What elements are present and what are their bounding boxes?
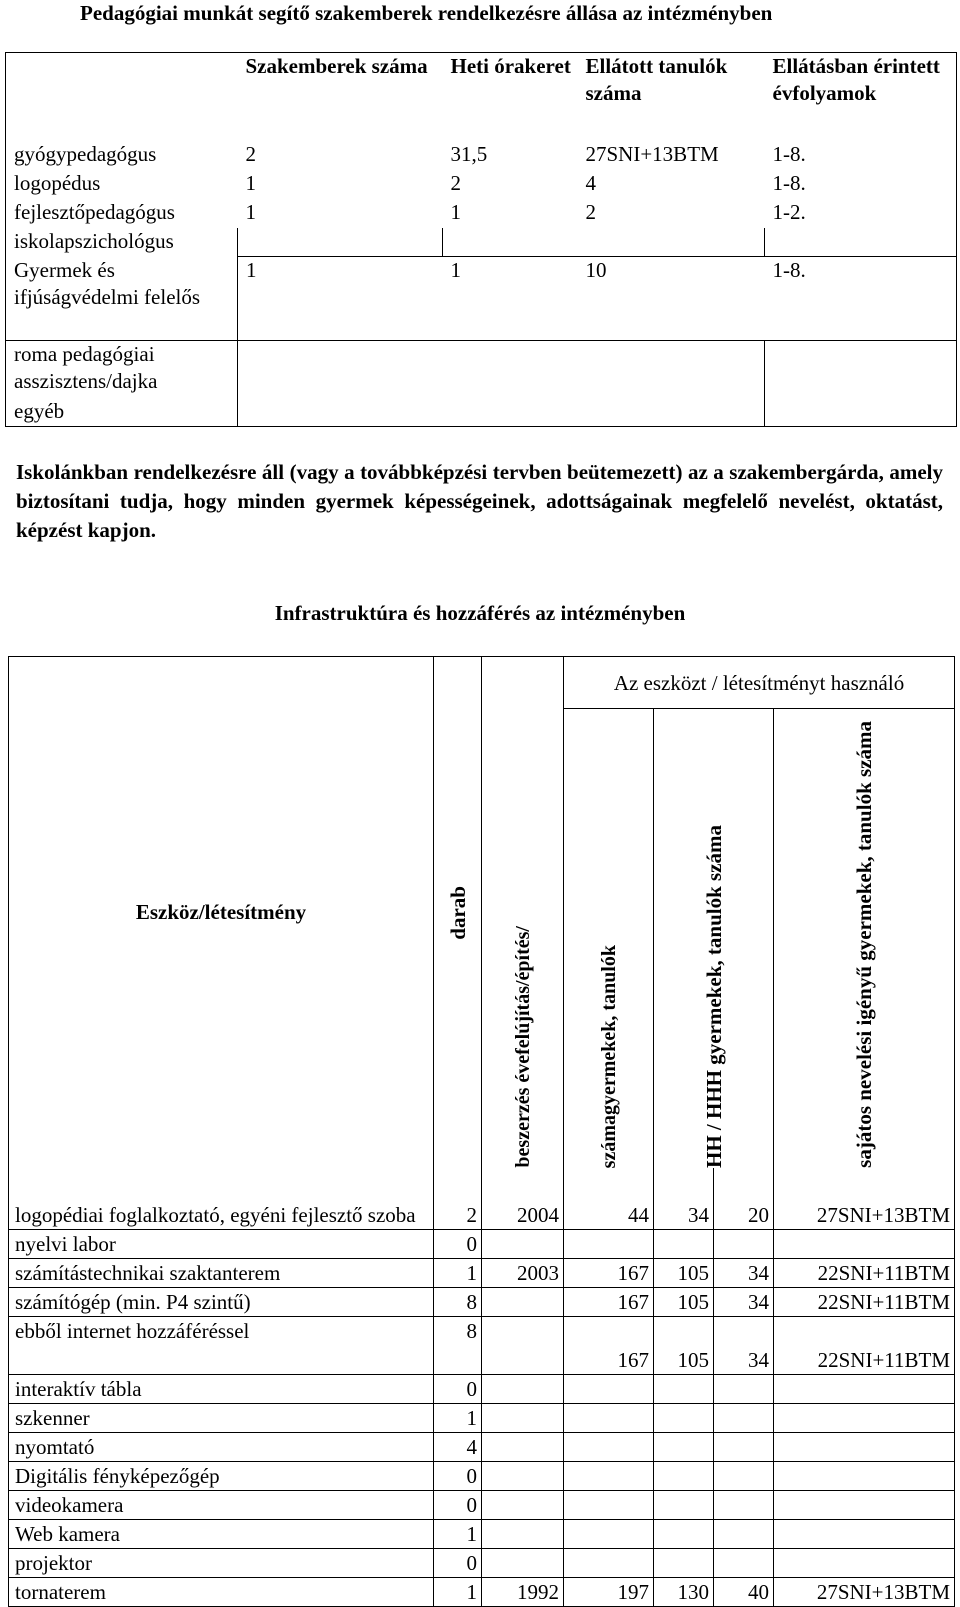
item-note: 27SNI+13BTM <box>774 1578 955 1607</box>
staff-title: Pedagógiai munkát segítő szakemberek rendelkezésre állása az intézményben <box>80 1 773 25</box>
header-count: darab <box>434 657 482 1168</box>
item-hh <box>654 1404 714 1433</box>
item-hh <box>654 1549 714 1578</box>
role: Gyermek és ifjúságvédelmi felelős <box>6 257 238 341</box>
item-name: számítógép (min. P4 szintű) <box>9 1288 434 1317</box>
table-row <box>9 1549 955 1578</box>
item-year <box>482 1520 564 1549</box>
item-students <box>564 1462 654 1491</box>
item-special <box>714 1230 774 1259</box>
item-count: 4 <box>434 1433 482 1462</box>
item-count: 1 <box>434 1578 482 1607</box>
item-count: 1 <box>434 1404 482 1433</box>
header-students: Ellátott tanulók száma <box>578 53 765 141</box>
grades: 1-8. <box>765 141 957 170</box>
item-students: 167 <box>564 1288 654 1317</box>
table-row <box>9 1520 955 1549</box>
item-students <box>564 1491 654 1520</box>
hours: 1 <box>450 199 461 224</box>
item-year: 1992 <box>482 1578 564 1607</box>
item-count: 0 <box>434 1375 482 1404</box>
item-note <box>774 1433 955 1462</box>
count: 1 <box>245 170 256 195</box>
staff-table <box>5 52 957 427</box>
item-year <box>482 1375 564 1404</box>
item-count: 0 <box>434 1549 482 1578</box>
item-year: 2003 <box>482 1259 564 1288</box>
hours: 31,5 <box>450 141 488 166</box>
students <box>578 228 765 257</box>
item-hh: 105 <box>654 1317 714 1375</box>
staff-row <box>6 141 957 170</box>
staff-row <box>6 398 957 427</box>
staff-row <box>6 341 957 398</box>
count: 2 <box>245 141 256 166</box>
students: 2 <box>585 199 596 224</box>
item-count: 8 <box>434 1317 482 1375</box>
staff-header-row <box>6 53 957 141</box>
header-count: Szakemberek száma <box>238 53 443 141</box>
grades <box>765 228 957 257</box>
item-count: 1 <box>434 1520 482 1549</box>
staff-paragraph: Iskolánkban rendelkezésre áll (vagy a továbbképzési tervben beütemezett) az a szakembergárda, amely biztosítani tudja, hogy minden gyermek képességeinek, adottságainak megfelelő nevelést, oktatást, képzést kapjon. <box>16 460 943 542</box>
item-special <box>714 1520 774 1549</box>
infra-title: Infrastruktúra és hozzáférés az intézményben <box>274 601 686 625</box>
item-name: ebből internet hozzáféréssel <box>9 1317 434 1375</box>
item-note <box>774 1375 955 1404</box>
item-count: 1 <box>434 1259 482 1288</box>
table-row <box>9 1491 955 1520</box>
table-row <box>9 1317 955 1375</box>
infra-header-row <box>9 657 955 709</box>
item-name: nyomtató <box>9 1433 434 1462</box>
item-students: 167 <box>564 1317 654 1375</box>
item-year <box>482 1288 564 1317</box>
item-special <box>714 1491 774 1520</box>
item-students: 44 <box>564 1168 654 1230</box>
count: 1 <box>245 199 256 224</box>
item-count: 0 <box>434 1230 482 1259</box>
item-count: 2 <box>434 1168 482 1230</box>
staff-row <box>6 228 957 257</box>
item-name: interaktív tábla <box>9 1375 434 1404</box>
item-note <box>774 1520 955 1549</box>
item-special <box>714 1433 774 1462</box>
item-note: 22SNI+11BTM <box>774 1317 955 1375</box>
table-row <box>9 1433 955 1462</box>
item-students: 197 <box>564 1578 654 1607</box>
item-year <box>482 1317 564 1375</box>
role: egyéb <box>6 398 238 427</box>
table-row <box>9 1288 955 1317</box>
item-special <box>714 1549 774 1578</box>
staff-row <box>6 199 957 228</box>
staff-row <box>6 257 957 341</box>
item-name: videokamera <box>9 1491 434 1520</box>
header-students: számagyermekek, tanulók <box>564 709 654 1168</box>
grades: 1-8. <box>765 170 957 199</box>
item-special: 34 <box>714 1288 774 1317</box>
item-hh <box>654 1375 714 1404</box>
item-note: 27SNI+13BTM <box>774 1168 955 1230</box>
role: gyógypedagógus <box>6 141 238 170</box>
item-name: Digitális fényképezőgép <box>9 1462 434 1491</box>
grades <box>765 341 957 398</box>
item-note <box>774 1549 955 1578</box>
item-hh <box>654 1230 714 1259</box>
table-row <box>9 1259 955 1288</box>
item-students <box>564 1375 654 1404</box>
item-hh: 105 <box>654 1288 714 1317</box>
role: iskolapszichológus <box>6 228 238 257</box>
item-note <box>774 1404 955 1433</box>
item-note <box>774 1491 955 1520</box>
grades: 1-8. <box>765 257 957 341</box>
item-name: számítástechnikai szaktanterem <box>9 1259 434 1288</box>
header-hh: HH / HHH gyermekek, tanulók száma <box>654 709 774 1168</box>
hours: 1 <box>443 257 578 341</box>
table-row <box>9 1404 955 1433</box>
students: 27SNI+13BTM <box>585 141 719 166</box>
item-special <box>714 1404 774 1433</box>
hours: 2 <box>450 170 461 195</box>
item-special: 34 <box>714 1317 774 1375</box>
hours <box>443 228 578 257</box>
students: 4 <box>585 170 596 195</box>
count: 1 <box>238 257 443 341</box>
item-hh: 34 <box>654 1168 714 1230</box>
item-special: 20 <box>714 1168 774 1230</box>
item-note: 22SNI+11BTM <box>774 1288 955 1317</box>
item-hh: 105 <box>654 1259 714 1288</box>
item-name: nyelvi labor <box>9 1230 434 1259</box>
header-year: beszerzés évefelújítás/építés/ <box>482 657 564 1168</box>
item-special: 40 <box>714 1578 774 1607</box>
item-year <box>482 1462 564 1491</box>
role: roma pedagógiai asszisztens/dajka <box>6 341 238 398</box>
item-hh <box>654 1462 714 1491</box>
item-year <box>482 1404 564 1433</box>
item-name: Web kamera <box>9 1520 434 1549</box>
item-students <box>564 1549 654 1578</box>
item-students: 167 <box>564 1259 654 1288</box>
item-name: logopédiai foglalkoztató, egyéni fejlesztő szoba <box>9 1168 434 1230</box>
item-hh <box>654 1433 714 1462</box>
header-users: Az eszközt / létesítményt használó <box>564 657 955 709</box>
grades <box>765 398 957 427</box>
item-special: 34 <box>714 1259 774 1288</box>
item-hh <box>654 1491 714 1520</box>
item-count: 0 <box>434 1491 482 1520</box>
item-hh: 130 <box>654 1578 714 1607</box>
table-row <box>9 1375 955 1404</box>
item-students <box>564 1433 654 1462</box>
item-students <box>564 1230 654 1259</box>
grades: 1-2. <box>765 199 957 228</box>
item-note <box>774 1230 955 1259</box>
header-hours: Heti órakeret <box>443 53 578 141</box>
item-special <box>714 1462 774 1491</box>
infra-table <box>8 656 955 1607</box>
table-row <box>9 1462 955 1491</box>
role: logopédus <box>6 170 238 199</box>
item-year <box>482 1433 564 1462</box>
item-name: projektor <box>9 1549 434 1578</box>
item-count: 8 <box>434 1288 482 1317</box>
item-name: szkenner <box>9 1404 434 1433</box>
item-note: 22SNI+11BTM <box>774 1259 955 1288</box>
staff-row <box>6 170 957 199</box>
item-name: tornaterem <box>9 1578 434 1607</box>
item-special <box>714 1375 774 1404</box>
item-year: 2004 <box>482 1168 564 1230</box>
students: 10 <box>578 257 765 341</box>
item-students <box>564 1404 654 1433</box>
item-count: 0 <box>434 1462 482 1491</box>
item-note <box>774 1462 955 1491</box>
header-item: Eszköz/létesítmény <box>9 657 434 1168</box>
table-row <box>9 1578 955 1607</box>
header-grades: Ellátásban érintett évfolyamok <box>765 53 957 141</box>
item-hh <box>654 1520 714 1549</box>
header-special: sajátos nevelési igényű gyermekek, tanulók száma <box>774 709 955 1168</box>
count <box>238 228 443 257</box>
table-row <box>9 1168 955 1230</box>
role: fejlesztőpedagógus <box>6 199 238 228</box>
table-row <box>9 1230 955 1259</box>
item-students <box>564 1520 654 1549</box>
item-year <box>482 1230 564 1259</box>
item-year <box>482 1491 564 1520</box>
item-year <box>482 1549 564 1578</box>
